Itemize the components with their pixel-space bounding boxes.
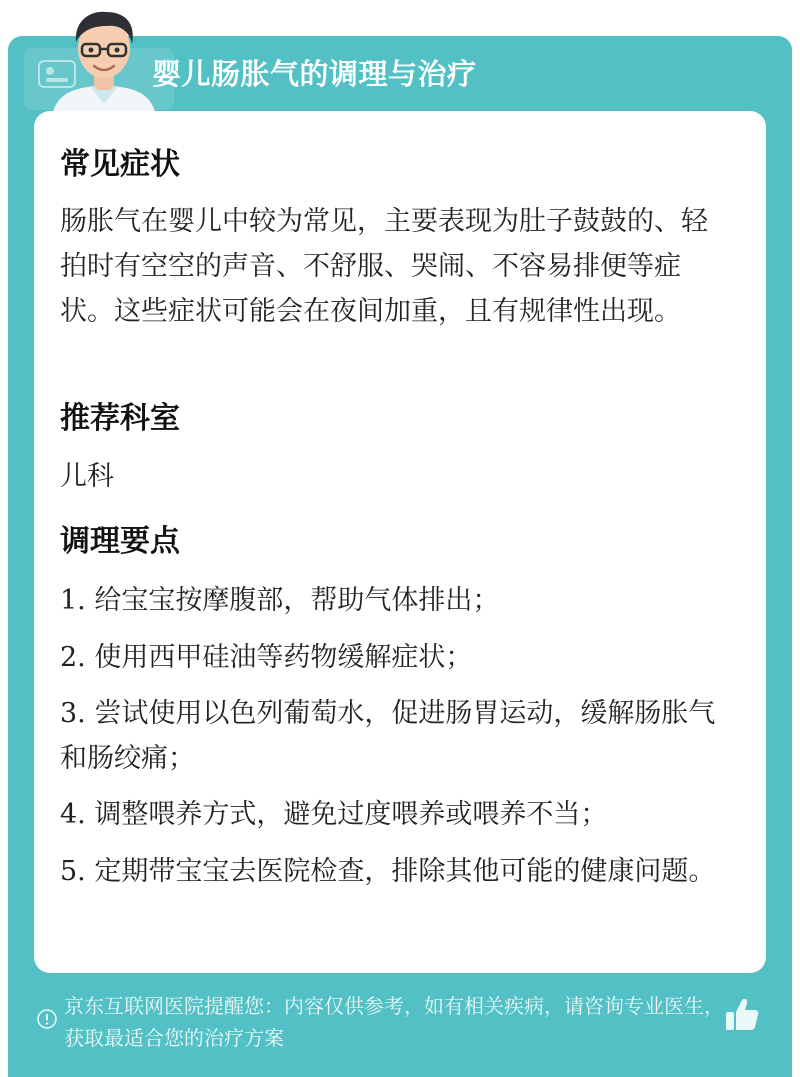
section-heading-symptoms: 常见症状 [60, 147, 180, 182]
doctor-avatar [44, 4, 164, 116]
list-item-text: 使用西甲硅油等药物缓解症状； [94, 642, 473, 673]
list-item [60, 792, 728, 837]
symptoms-text: 肠胀气在婴儿中较为常见，主要表现为肚子鼓鼓的、轻拍时有空空的声音、不舒服、哭闹、不容易排便等症状。这些症状可能会在夜间加重，且有规律性出现。 [60, 206, 708, 327]
list-item-text: 尝试使用以色列葡萄水，促进肠胃运动，缓解肠胀气和肠绞痛； [60, 698, 716, 774]
list-item-number: 2. [60, 642, 86, 673]
section-heading-department: 推荐科室 [60, 401, 180, 436]
thumbs-up-icon[interactable] [722, 996, 762, 1036]
list-item-text: 调整喂养方式，避免过度喂养或喂养不当； [94, 799, 608, 830]
list-item-number: 4. [60, 799, 86, 830]
list-item-number: 3. [60, 698, 86, 729]
content-panel [34, 111, 766, 973]
info-circle-icon [36, 1008, 58, 1030]
list-item [60, 578, 728, 623]
list-item-text: 给宝宝按摩腹部，帮助气体排出； [94, 585, 500, 616]
list-item [60, 635, 728, 680]
list-item-text: 定期带宝宝去医院检查，排除其他可能的健康问题。 [94, 856, 716, 887]
department-text: 儿科 [60, 461, 114, 492]
list-item [60, 691, 728, 781]
list-item [60, 849, 728, 894]
section-heading-care: 调理要点 [60, 524, 180, 559]
footer-disclaimer: 京东互联网医院提醒您：内容仅供参考，如有相关疾病，请咨询专业医生，获取最适合您的治疗方案 [64, 994, 724, 1050]
list-item-number: 5. [60, 856, 86, 887]
list-item-number: 1. [60, 585, 86, 616]
page-title: 婴儿肠胀气的调理与治疗 [152, 57, 477, 91]
